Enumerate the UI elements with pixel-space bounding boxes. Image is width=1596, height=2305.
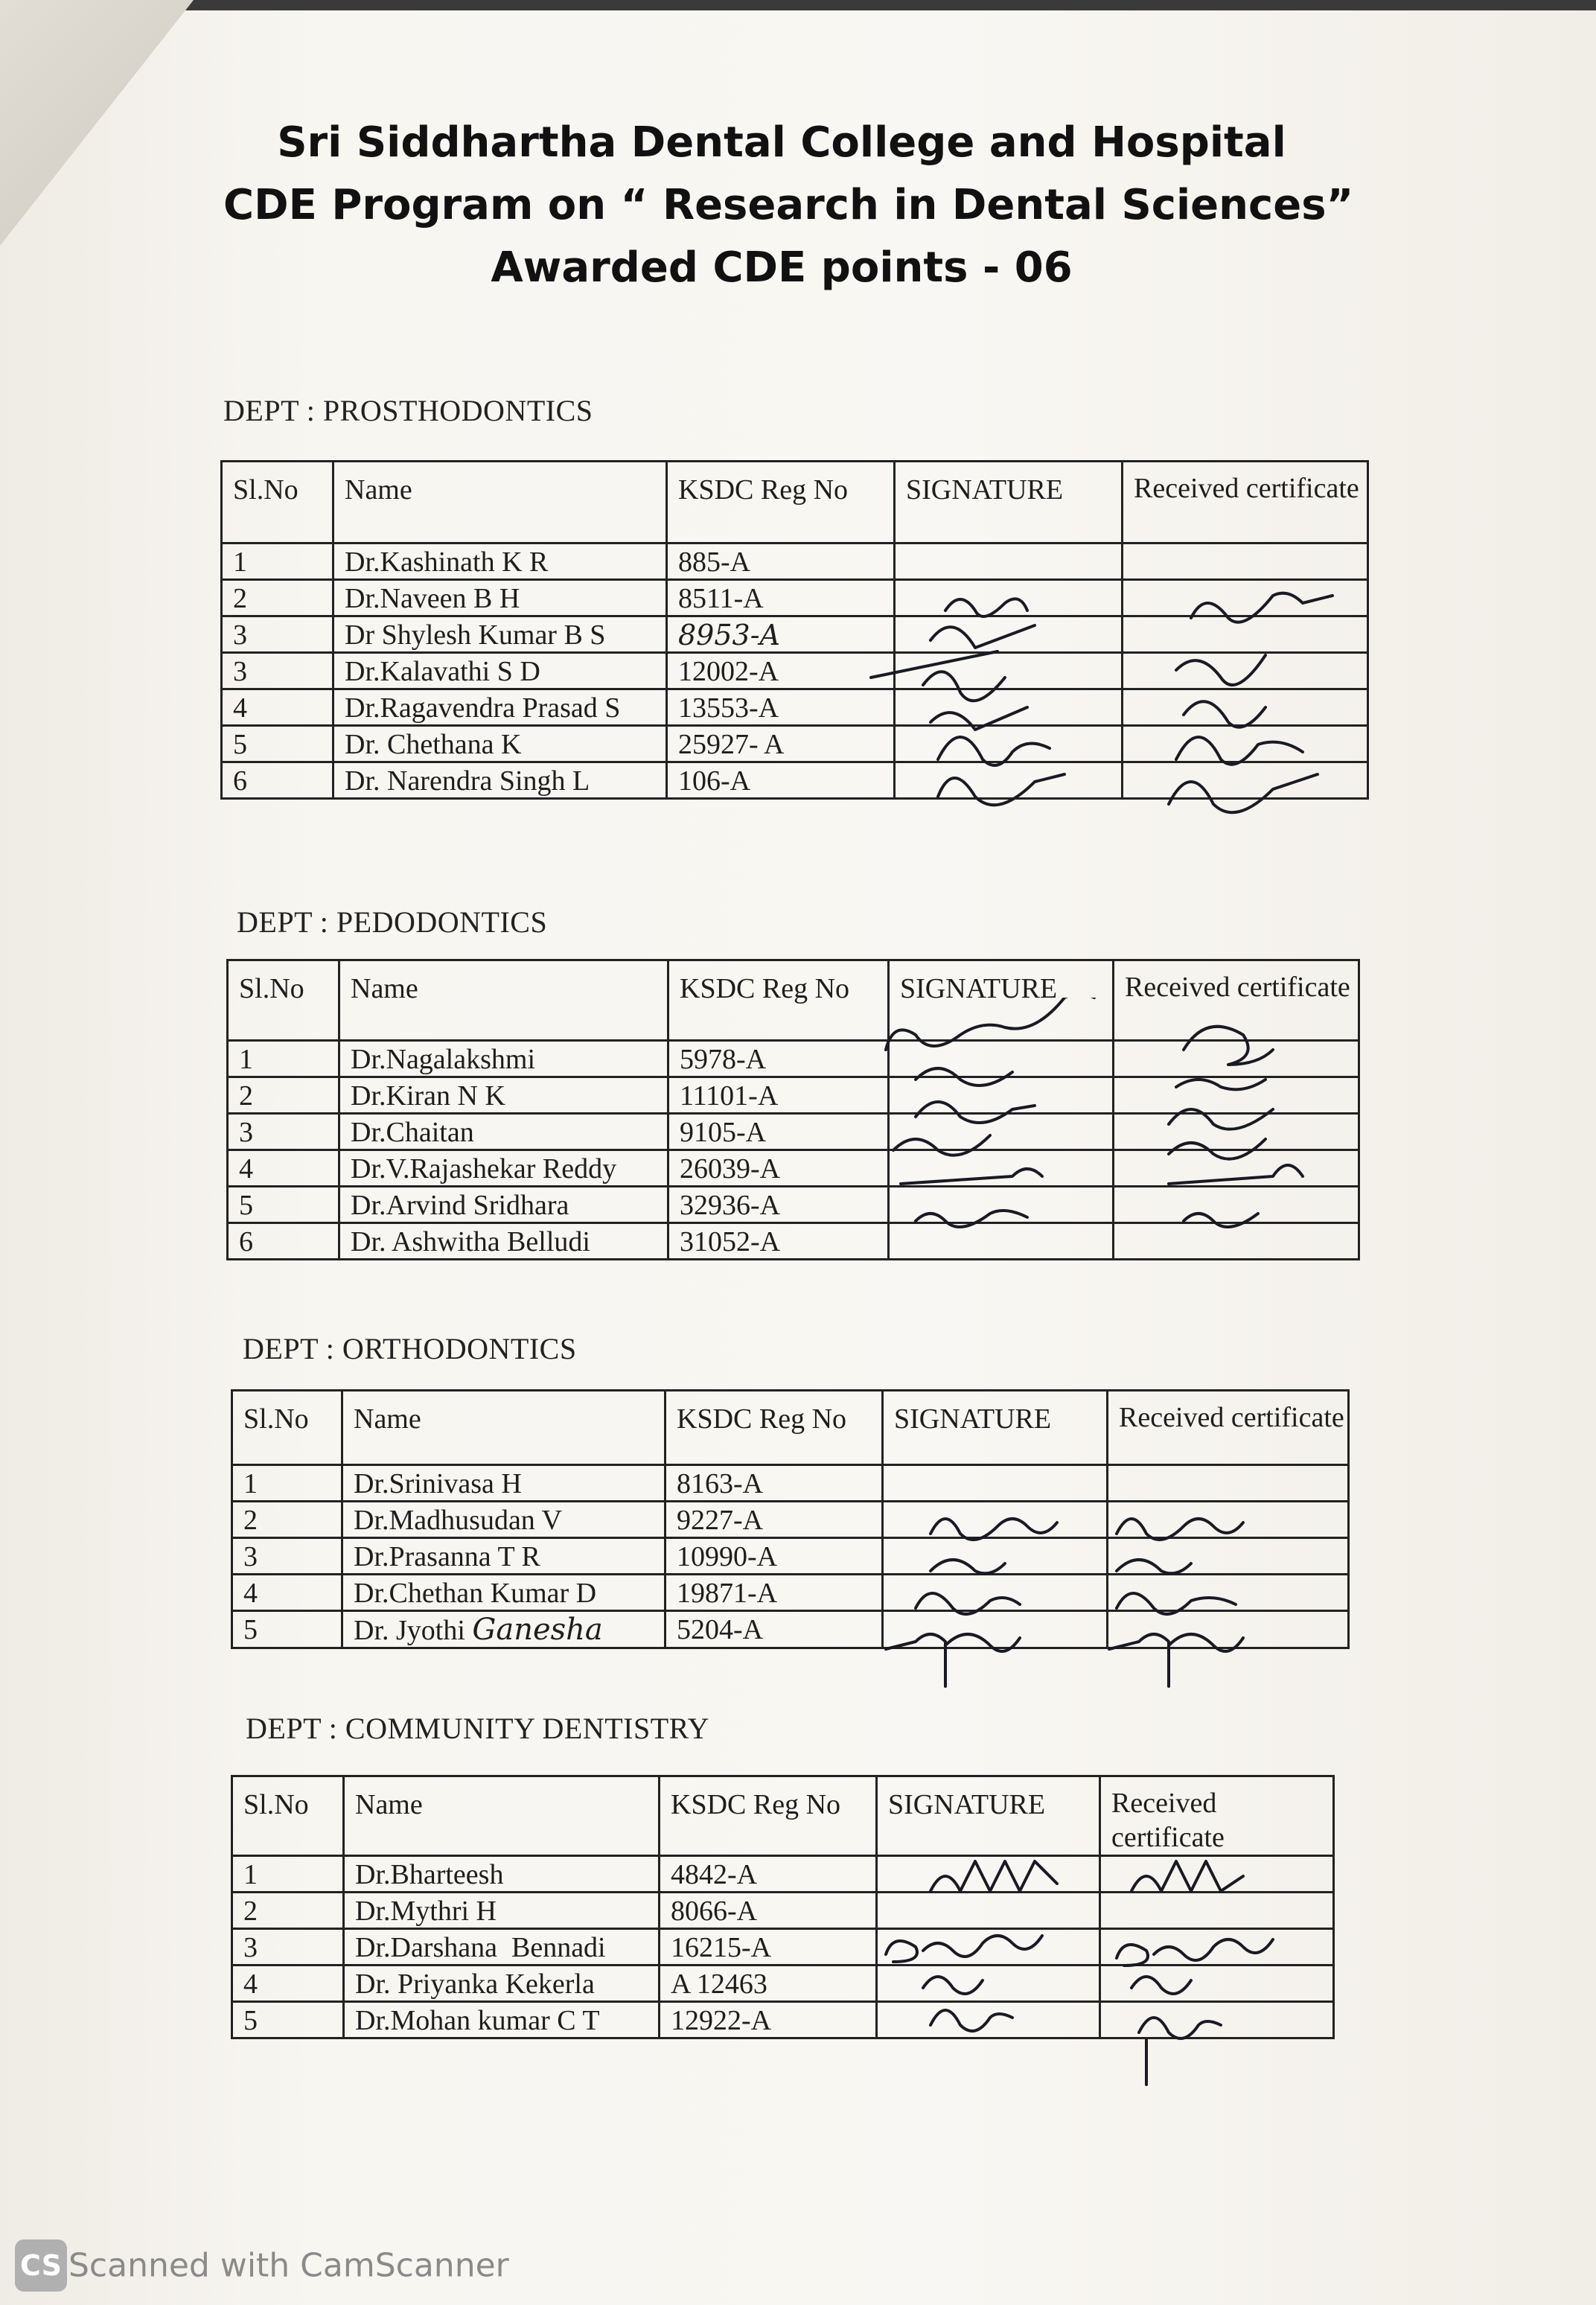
cell-name: Dr.Darshana Bennadi — [344, 1929, 660, 1966]
cell-slno: 3 — [232, 1538, 342, 1575]
cell-received — [1108, 1502, 1349, 1538]
cell-slno: 1 — [222, 543, 333, 580]
cell-name — [342, 1611, 665, 1648]
table-header-row — [232, 1391, 1349, 1465]
cell-slno: 3 — [222, 616, 333, 653]
cell-reg: 19871-A — [665, 1575, 883, 1611]
table-header-row — [232, 1776, 1334, 1856]
cell-reg: 26039-A — [668, 1150, 889, 1187]
cell-signature — [895, 726, 1123, 762]
col-header-received: Received certificate — [1108, 1391, 1349, 1465]
program-title: CDE Program on “ Research in Dental Sciences” — [223, 181, 1354, 229]
table-row — [228, 1150, 1359, 1187]
table-row — [228, 1077, 1359, 1114]
cell-signature — [883, 1611, 1108, 1648]
cell-signature — [877, 1893, 1100, 1929]
cell-signature — [883, 1538, 1108, 1575]
cell-slno: 2 — [222, 580, 333, 616]
cell-received — [1100, 1966, 1334, 2002]
cell-name: Dr.Kalavathi S D — [333, 653, 667, 689]
cell-name: Dr.Kiran N K — [339, 1077, 668, 1114]
col-header-name: Name — [333, 462, 667, 543]
cell-name: Dr.Srinivasa H — [342, 1465, 665, 1502]
col-header-name: Name — [342, 1391, 665, 1465]
table-row — [222, 762, 1368, 799]
cell-reg: 5204-A — [665, 1611, 883, 1648]
cell-slno: 5 — [222, 726, 333, 762]
cell-reg: 9227-A — [665, 1502, 883, 1538]
cell-slno: 3 — [222, 653, 333, 689]
cell-name: Dr.Chaitan — [339, 1114, 668, 1150]
dept-title-orthodontics: DEPT : ORTHODONTICS — [243, 1332, 577, 1365]
table-row — [228, 1041, 1359, 1077]
table-header-row — [222, 462, 1368, 543]
cell-name: Dr.Mohan kumar C T — [344, 2002, 660, 2038]
cell-signature — [877, 2002, 1100, 2038]
cell-reg: 13553-A — [667, 689, 895, 726]
cell-name: Dr. Chethana K — [333, 726, 667, 762]
table-row — [232, 1929, 1334, 1966]
cell-received — [1114, 1150, 1359, 1187]
cell-name: Dr.Madhusudan V — [342, 1502, 665, 1538]
cell-reg: 12002-A — [667, 653, 895, 689]
table-header-row — [228, 960, 1359, 1041]
page-corner-fold — [0, 0, 194, 246]
cell-received — [1108, 1538, 1349, 1575]
col-header-signature: SIGNATURE — [895, 462, 1123, 543]
cell-signature — [889, 1187, 1114, 1223]
table-row — [232, 1856, 1334, 1893]
table-row — [222, 543, 1368, 580]
camscanner-logo: CS — [15, 2239, 67, 2292]
cell-slno: 4 — [222, 689, 333, 726]
cell-name: Dr.Kashinath K R — [333, 543, 667, 580]
cell-reg: 12922-A — [660, 2002, 877, 2038]
cell-slno: 2 — [232, 1502, 342, 1538]
cell-signature — [889, 1041, 1114, 1077]
handwritten-name-addition: Ganesha — [472, 1613, 603, 1647]
watermark-text: Scanned with CamScanner — [68, 2246, 509, 2285]
cell-received — [1123, 543, 1368, 580]
cell-name: Dr.Prasanna T R — [342, 1538, 665, 1575]
cell-signature — [889, 1114, 1114, 1150]
cell-name: Dr.Ragavendra Prasad S — [333, 689, 667, 726]
cell-name: Dr.Chethan Kumar D — [342, 1575, 665, 1611]
cell-slno: 4 — [232, 1575, 342, 1611]
cell-received — [1108, 1465, 1349, 1502]
cell-reg: 8066-A — [660, 1893, 877, 1929]
col-header-signature: SIGNATURE — [877, 1776, 1100, 1856]
cell-received — [1114, 1077, 1359, 1114]
cell-name: Dr.Nagalakshmi — [339, 1041, 668, 1077]
cell-received — [1114, 1114, 1359, 1150]
cell-name: Dr.Arvind Sridhara — [339, 1187, 668, 1223]
col-header-name: Name — [339, 960, 668, 1041]
cell-received — [1114, 1187, 1359, 1223]
cell-name: Dr.Bharteesh — [344, 1856, 660, 1893]
cell-slno: 3 — [232, 1929, 344, 1966]
col-header-received: Received certificate — [1100, 1776, 1334, 1856]
table-row — [232, 1538, 1349, 1575]
cell-reg: A 12463 — [660, 1966, 877, 2002]
cell-reg: 5978-A — [668, 1041, 889, 1077]
col-header-slno: Sl.No — [222, 462, 333, 543]
cell-signature — [895, 653, 1123, 689]
cell-reg: 11101-A — [668, 1077, 889, 1114]
table-row — [232, 1893, 1334, 1929]
cell-slno: 5 — [228, 1187, 339, 1223]
col-header-reg: KSDC Reg No — [660, 1776, 877, 1856]
cell-slno: 6 — [222, 762, 333, 799]
cell-slno: 6 — [228, 1223, 339, 1260]
cell-received — [1100, 1893, 1334, 1929]
table-row — [232, 1611, 1349, 1648]
attendance-table-orthodontics — [231, 1389, 1350, 1649]
cell-received — [1108, 1611, 1349, 1648]
document-heading — [223, 112, 1354, 299]
cell-received — [1123, 580, 1368, 616]
dept-title-pedodontics: DEPT : PEDODONTICS — [237, 905, 548, 939]
cell-signature — [883, 1575, 1108, 1611]
cell-slno: 1 — [228, 1041, 339, 1077]
cell-name: Dr Shylesh Kumar B S — [333, 616, 667, 653]
camscanner-watermark — [15, 2239, 509, 2292]
table-row — [228, 1223, 1359, 1260]
cell-received — [1123, 689, 1368, 726]
cell-reg: 32936-A — [668, 1187, 889, 1223]
cell-signature — [883, 1465, 1108, 1502]
cell-signature — [883, 1502, 1108, 1538]
col-header-slno: Sl.No — [232, 1776, 344, 1856]
name-text: Dr. Jyothi — [354, 1615, 465, 1646]
attendance-table-prosthodontics — [220, 460, 1369, 800]
cell-name: Dr. Ashwitha Belludi — [339, 1223, 668, 1260]
cell-received — [1100, 2002, 1334, 2038]
cell-slno: 1 — [232, 1465, 342, 1502]
cell-signature — [877, 1966, 1100, 2002]
col-header-slno: Sl.No — [232, 1391, 342, 1465]
college-name: Sri Siddhartha Dental College and Hospital — [277, 118, 1286, 167]
cell-signature — [895, 689, 1123, 726]
cell-received — [1123, 726, 1368, 762]
cell-signature — [895, 616, 1123, 653]
cell-slno: 2 — [228, 1077, 339, 1114]
table-row — [222, 689, 1368, 726]
dept-title-community-dentistry: DEPT : COMMUNITY DENTISTRY — [246, 1712, 710, 1745]
cell-signature — [895, 762, 1123, 799]
cell-reg: 106-A — [667, 762, 895, 799]
col-header-signature: SIGNATURE — [883, 1391, 1108, 1465]
table-row — [232, 1966, 1334, 2002]
col-header-slno: Sl.No — [228, 960, 339, 1041]
cell-slno: 4 — [232, 1966, 344, 2002]
attendance-table-pedodontics — [226, 959, 1360, 1260]
cell-signature — [889, 1223, 1114, 1260]
cell-signature — [889, 1150, 1114, 1187]
cell-reg: 8953-A — [667, 616, 895, 653]
cell-received — [1114, 1041, 1359, 1077]
scan-top-edge — [0, 0, 1596, 10]
col-header-reg: KSDC Reg No — [668, 960, 889, 1041]
cell-slno: 4 — [228, 1150, 339, 1187]
col-header-reg: KSDC Reg No — [665, 1391, 883, 1465]
cell-signature — [895, 580, 1123, 616]
cell-signature — [889, 1077, 1114, 1114]
cell-reg: 25927- A — [667, 726, 895, 762]
cell-slno: 5 — [232, 2002, 344, 2038]
table-row — [228, 1114, 1359, 1150]
cell-received — [1108, 1575, 1349, 1611]
cell-reg: 8163-A — [665, 1465, 883, 1502]
attendance-table-community-dentistry — [231, 1775, 1335, 2039]
cell-signature — [877, 1929, 1100, 1966]
cell-received — [1123, 653, 1368, 689]
cell-signature — [877, 1856, 1100, 1893]
table-row — [228, 1187, 1359, 1223]
col-header-reg: KSDC Reg No — [667, 462, 895, 543]
cell-name: Dr. Priyanka Kekerla — [344, 1966, 660, 2002]
cell-reg: 8511-A — [667, 580, 895, 616]
cell-name: Dr.Naveen B H — [333, 580, 667, 616]
col-header-name: Name — [344, 1776, 660, 1856]
cell-name: Dr.V.Rajashekar Reddy — [339, 1150, 668, 1187]
col-header-received: Received certificate — [1114, 960, 1359, 1041]
cell-slno: 2 — [232, 1893, 344, 1929]
cell-slno: 1 — [232, 1856, 344, 1893]
cell-reg: 31052-A — [668, 1223, 889, 1260]
cell-slno: 3 — [228, 1114, 339, 1150]
cell-name: Dr.Mythri H — [344, 1893, 660, 1929]
cell-reg: 9105-A — [668, 1114, 889, 1150]
table-row — [232, 2002, 1334, 2038]
cde-points: Awarded CDE points - 06 — [491, 243, 1073, 292]
dept-title-prosthodontics: DEPT : PROSTHODONTICS — [223, 394, 593, 427]
cell-received — [1100, 1929, 1334, 1966]
table-row — [232, 1575, 1349, 1611]
cell-signature — [895, 543, 1123, 580]
table-row — [222, 616, 1368, 653]
table-row — [222, 580, 1368, 616]
cell-reg: 16215-A — [660, 1929, 877, 1966]
table-row — [232, 1502, 1349, 1538]
table-row — [222, 726, 1368, 762]
cell-reg: 4842-A — [660, 1856, 877, 1893]
cell-slno: 5 — [232, 1611, 342, 1648]
table-row — [232, 1465, 1349, 1502]
cell-received — [1123, 762, 1368, 799]
col-header-received: Received certificate — [1123, 462, 1368, 543]
cell-name: Dr. Narendra Singh L — [333, 762, 667, 799]
cell-received — [1100, 1856, 1334, 1893]
cell-reg: 885-A — [667, 543, 895, 580]
table-row — [222, 653, 1368, 689]
cell-received — [1123, 616, 1368, 653]
cell-received — [1114, 1223, 1359, 1260]
cell-reg: 10990-A — [665, 1538, 883, 1575]
col-header-signature: SIGNATURE — [889, 960, 1114, 1041]
